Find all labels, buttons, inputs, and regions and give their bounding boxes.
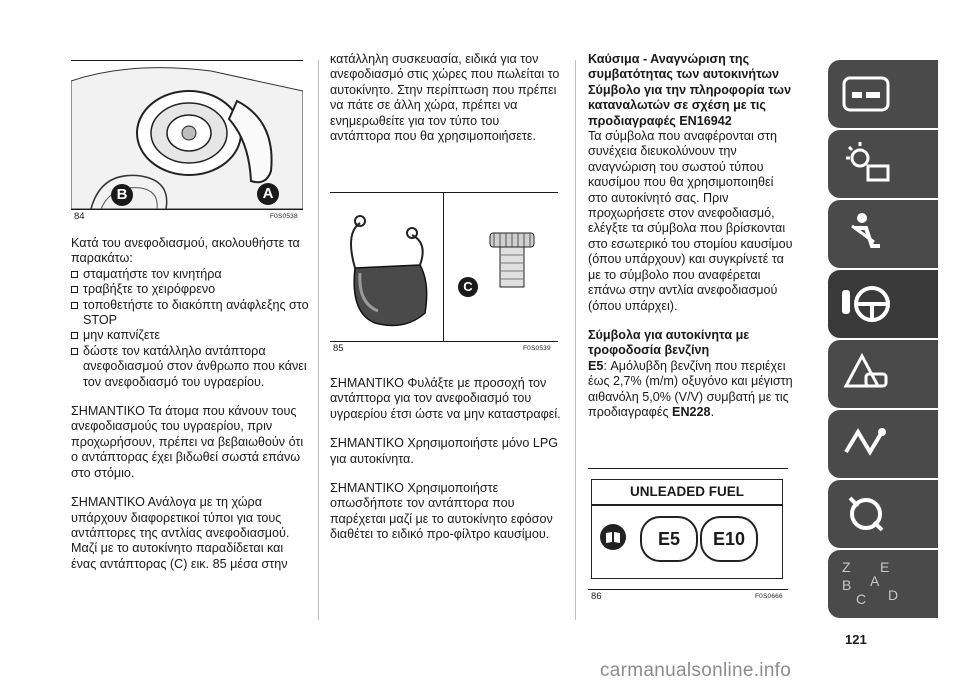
tab-technical-data[interactable] [828, 480, 938, 548]
important-note: ΣΗΜΑΝΤΙΚΟ Χρησιμοποιήστε οπωσδήποτε τον αντάπτορα που παρέχεται μαζί με το αυτοκίνητο εφόσον διαθέτει το ειδικό προ-φίλτρο καυσίμου. [330, 481, 553, 542]
figure-84-code: F0S0538 [270, 213, 298, 220]
tab-maintenance[interactable] [828, 410, 938, 478]
column-2-text [330, 376, 562, 557]
important-note: ΣΗΜΑΝΤΙΚΟ Φυλάξτε με προσοχή τον αντάπτορα για τον ανεφοδιασμό του υγραερίου έτσι ώστε να μην καταστραφεί. [330, 376, 561, 421]
e5-badge: E5 [640, 516, 698, 562]
marker-c: C [458, 277, 478, 297]
dashboard-icon [836, 66, 896, 122]
maintenance-icon [836, 416, 896, 472]
step-item [71, 328, 311, 343]
figure-85-code: F0S0539 [523, 345, 551, 352]
figure-85-number: 85 [333, 343, 344, 354]
column-3-text [588, 52, 794, 420]
step-item [71, 344, 311, 390]
refuel-intro: Κατά του ανεφοδιασμού, ακολουθήστε τα παρακάτω: [71, 236, 300, 266]
checkbox-square-icon [71, 348, 78, 355]
important-note: ΣΗΜΑΝΤΙΚΟ Ανάλογα με τη χώρα υπάρχουν διαφορετικοί τύποι για τους αντάπτορες της αντλίας ανεφοδιασμού. Μαζί με το αυτοκίνητο παραδίδεται και ένας αντάπτορας (C) εικ. 85 μέσα στην [71, 495, 290, 571]
index-letter: A [870, 573, 880, 589]
e5-text: : Αμόλυβδη βενζίνη που περιέχει έως 2,7% (m/m) οξυγόνο και μέγιστη αιθανόλη 5,0% (V/V) συμβατή με τις προδιαγραφές [588, 358, 793, 419]
warning-lights-icon [836, 136, 896, 192]
tab-emergency[interactable] [828, 340, 938, 408]
tab-safety[interactable] [828, 200, 938, 268]
figure-divider [443, 193, 444, 341]
adapter-intro: κατάλληλη συσκευασία, ειδικά για τον ανεφοδιασμό στις χώρες που πωλείται το αυτοκίνητο. Στην περίπτωση που πρέπει να πάτε σε άλλη χώρα, πρέπει να ενημερωθείτε για τον τύπο του αντάπτορα που θα χρησιμοποιήσετε. [330, 52, 560, 144]
emergency-icon [836, 346, 896, 402]
step-text: τοποθετήστε το διακόπτη ανάφλεξης στο STOP [83, 297, 309, 328]
e5-label: E5 [588, 358, 604, 373]
fuel-label-title: UNLEADED FUEL [630, 484, 744, 499]
panel-divider [592, 504, 782, 506]
column-divider [318, 60, 319, 620]
standard-label: EN228 [672, 404, 711, 419]
figure-85 [330, 192, 558, 342]
important-note: ΣΗΜΑΝΤΙΚΟ Χρησιμοποιήστε μόνο LPG για αυτοκίνητα. [330, 436, 559, 466]
tab-dashboard[interactable] [828, 60, 938, 128]
checkbox-square-icon [71, 332, 78, 339]
marker-b: B [111, 184, 133, 206]
column-2-intro [330, 52, 562, 158]
figure-86-number: 86 [591, 591, 602, 602]
step-text: μην καπνίζετε [83, 328, 161, 343]
index-letter: Z [842, 559, 851, 575]
figure-84-number: 84 [74, 211, 85, 222]
watermark: carmanualsonline.info [600, 660, 792, 681]
index-letter: D [888, 587, 899, 603]
tab-index[interactable] [828, 550, 938, 618]
index-icon [836, 556, 916, 612]
checkbox-square-icon [71, 271, 78, 278]
punctuation: . [710, 404, 715, 419]
adapter-illustration [330, 193, 558, 341]
step-item [71, 267, 311, 282]
safety-airbag-icon [836, 206, 896, 262]
step-text: δώστε τον κατάλληλο αντάπτορα ανεφοδιασμού στον άνθρωπο που κάνει τον ανεφοδιασμό του υγραερίου. [83, 343, 307, 389]
marker-a: A [257, 183, 279, 205]
figure-84 [71, 60, 303, 210]
column-divider [575, 60, 576, 620]
section-heading: Καύσιμα - Αναγνώριση της συμβατότητας των αυτοκινήτων Σύμβολο για την πληροφορία των καταναλωτών σε σχέση με τις προδιαγραφές EN16942 [588, 52, 792, 128]
page-number: 121 [845, 632, 867, 647]
e5-description [588, 359, 794, 421]
figure-86 [588, 468, 788, 590]
manual-book-icon [600, 524, 626, 550]
tab-starting-driving[interactable] [828, 270, 938, 338]
index-letter: C [856, 591, 867, 607]
checkbox-square-icon [71, 286, 78, 293]
step-item [71, 298, 311, 329]
important-note: ΣΗΜΑΝΤΙΚΟ Τα άτομα που κάνουν τους ανεφοδιασμούς του υγραερίου, πριν προχωρήσουν, πρέπει να βεβαιωθούν ότι ο αντάπτορας έχει βιδωθεί σωστά επάνω στο στόμιο. [71, 404, 304, 480]
subsection-heading: Σύμβολα για αυτοκίνητα με τροφοδοσία βενζίνη [588, 327, 750, 358]
steering-wheel-icon [836, 276, 896, 332]
checkbox-square-icon [71, 302, 78, 309]
index-letter: E [880, 559, 890, 575]
step-text: τραβήξτε το χειρόφρενο [83, 282, 216, 297]
step-item [71, 282, 311, 297]
fuel-symbols-paragraph: Τα σύμβολα που αναφέρονται στη συνέχεια διευκολύνουν την αναγνώριση του σωστού τύπου καυσίμου που θα χρησιμοποιηθεί στο αυτοκίνητό σας. Πριν προχωρήσετε στον ανεφοδιασμό, ελέγξτε τα σύμβολα που βρίσκονται στο εσωτερικό του στομίου καυσίμου (όπου υπάρχουν) και συγκρίνετέ τα με το σύμβολο που αναφέρεται επάνω στην αντλία ανεφοδιασμού (όπου υπάρχει). [588, 129, 793, 313]
column-1-text [71, 236, 311, 586]
figure-86-code: F0S0666 [755, 593, 783, 600]
index-letter: B [842, 577, 852, 593]
step-text: σταματήστε τον κινητήρα [83, 266, 222, 281]
fuel-label-panel [591, 479, 783, 579]
technical-data-icon [836, 486, 896, 542]
tab-warning-lights[interactable] [828, 130, 938, 198]
e10-badge: E10 [700, 516, 758, 562]
